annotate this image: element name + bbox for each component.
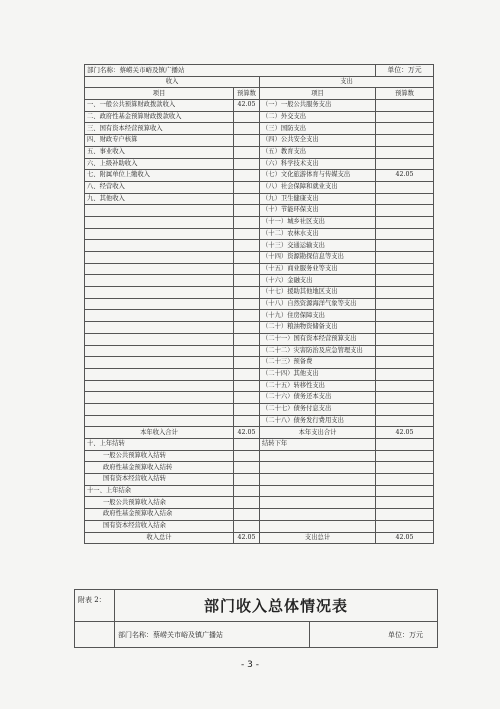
income-item-header: 项目 xyxy=(85,88,234,100)
table-row xyxy=(85,146,434,158)
income-item xyxy=(85,357,234,369)
carry-income-value xyxy=(234,485,260,497)
page-number: - 3 - xyxy=(241,660,259,670)
grand-income-label: 收入总计 xyxy=(85,532,234,544)
income-value xyxy=(234,392,260,404)
expense-budget-header: 预算数 xyxy=(376,88,434,100)
table-row xyxy=(85,380,434,392)
expense-item: （十四）资源勘探信息等支出 xyxy=(260,252,376,264)
expense-value xyxy=(376,240,434,252)
carry-income-value xyxy=(234,520,260,532)
income-value xyxy=(234,287,260,299)
expense-item: （二十五）转移性支出 xyxy=(260,380,376,392)
expense-value xyxy=(376,345,434,357)
carry-income-value xyxy=(234,474,260,486)
expense-item: （四）公共安全支出 xyxy=(260,135,376,147)
table-row xyxy=(85,252,434,264)
total-income-label: 本年收入合计 xyxy=(85,427,234,439)
income-value xyxy=(234,123,260,135)
income-value xyxy=(234,170,260,182)
expense-value xyxy=(376,287,434,299)
income-item xyxy=(85,415,234,427)
attachment-dept-row xyxy=(75,622,438,648)
income-value xyxy=(234,228,260,240)
expense-item: （二十）粮油物资储备支出 xyxy=(260,322,376,334)
grand-income-value: 42.05 xyxy=(234,532,260,544)
attachment-title-row xyxy=(75,590,438,622)
expense-item: （二十六）债务还本支出 xyxy=(260,392,376,404)
carry-row xyxy=(85,485,434,497)
carry-row xyxy=(85,474,434,486)
expense-value xyxy=(376,228,434,240)
income-item xyxy=(85,392,234,404)
expense-value xyxy=(376,216,434,228)
total-row xyxy=(85,427,434,439)
income-item xyxy=(85,240,234,252)
income-item: 六、上级补助收入 xyxy=(85,158,234,170)
expense-item: （十五）商业服务业等支出 xyxy=(260,263,376,275)
income-item: 三、国有资本经营预算收入 xyxy=(85,123,234,135)
income-value xyxy=(234,181,260,193)
income-value: 42.05 xyxy=(234,100,260,112)
income-header: 收入 xyxy=(85,76,260,88)
total-income-value: 42.05 xyxy=(234,427,260,439)
income-value xyxy=(234,135,260,147)
income-value xyxy=(234,322,260,334)
carry-expense-item xyxy=(260,462,376,474)
income-item xyxy=(85,228,234,240)
section-header-row xyxy=(85,76,434,88)
income-value xyxy=(234,345,260,357)
income-value xyxy=(234,333,260,345)
income-item xyxy=(85,380,234,392)
expense-item: （十九）住房保障支出 xyxy=(260,310,376,322)
expense-value xyxy=(376,310,434,322)
income-item xyxy=(85,298,234,310)
column-header-row xyxy=(85,88,434,100)
carry-expense-value xyxy=(376,497,434,509)
expense-item: （二十七）债务付息支出 xyxy=(260,403,376,415)
carry-row xyxy=(85,439,434,451)
expense-value xyxy=(376,263,434,275)
carry-income-value xyxy=(234,497,260,509)
expense-item: （五）教育支出 xyxy=(260,146,376,158)
expense-value xyxy=(376,146,434,158)
table-row xyxy=(85,135,434,147)
carry-expense-item xyxy=(260,520,376,532)
income-item xyxy=(85,333,234,345)
table-header-row xyxy=(85,65,434,77)
table-row xyxy=(85,298,434,310)
carry-income-item: 一般公共预算收入结转 xyxy=(85,450,234,462)
expense-item: （十三）交通运输支出 xyxy=(260,240,376,252)
income-item xyxy=(85,287,234,299)
income-item: 八、经营收入 xyxy=(85,181,234,193)
carry-expense-value xyxy=(376,474,434,486)
expense-value xyxy=(376,181,434,193)
expense-item: （七）文化旅游体育与传媒支出 xyxy=(260,170,376,182)
table-row xyxy=(85,415,434,427)
income-value xyxy=(234,310,260,322)
income-item: 五、事业收入 xyxy=(85,146,234,158)
income-item: 二、政府性基金预算财政拨款收入 xyxy=(85,111,234,123)
carry-income-value xyxy=(234,450,260,462)
carry-expense-value xyxy=(376,450,434,462)
expense-value xyxy=(376,193,434,205)
income-item xyxy=(85,205,234,217)
table-row xyxy=(85,357,434,369)
expense-item: （二十八）债务发行费用支出 xyxy=(260,415,376,427)
expense-item: （十一）城乡社区支出 xyxy=(260,216,376,228)
carry-row xyxy=(85,520,434,532)
income-item xyxy=(85,322,234,334)
carry-income-item: 十、上年结转 xyxy=(85,439,234,451)
income-value xyxy=(234,240,260,252)
table-row xyxy=(85,263,434,275)
income-value xyxy=(234,205,260,217)
table-row xyxy=(85,333,434,345)
income-item xyxy=(85,310,234,322)
income-value xyxy=(234,111,260,123)
attachment-title: 部门收入总体情况表 xyxy=(115,590,438,622)
table-row xyxy=(85,193,434,205)
expense-item: （二十四）其他支出 xyxy=(260,368,376,380)
expense-value xyxy=(376,368,434,380)
carry-expense-item xyxy=(260,509,376,521)
expense-value xyxy=(376,205,434,217)
income-value xyxy=(234,403,260,415)
expense-item: （二十二）灾害防治及应急管理支出 xyxy=(260,345,376,357)
income-item xyxy=(85,263,234,275)
table-row xyxy=(85,216,434,228)
carry-expense-item: 结转下年 xyxy=(260,439,376,451)
carry-income-value xyxy=(234,439,260,451)
table-row xyxy=(85,205,434,217)
carry-row xyxy=(85,450,434,462)
table-row xyxy=(85,275,434,287)
income-value xyxy=(234,275,260,287)
income-item xyxy=(85,252,234,264)
expense-value xyxy=(376,100,434,112)
carry-expense-item xyxy=(260,474,376,486)
carry-income-value xyxy=(234,509,260,521)
total-expense-label: 本年支出合计 xyxy=(260,427,376,439)
total-expense-value: 42.05 xyxy=(376,427,434,439)
table-row xyxy=(85,392,434,404)
expense-value xyxy=(376,111,434,123)
attachment-table xyxy=(74,589,438,648)
income-item xyxy=(85,403,234,415)
expense-value xyxy=(376,252,434,264)
table-row xyxy=(85,287,434,299)
attachment-spacer xyxy=(75,622,115,648)
carry-income-item: 政府性基金预算收入结余 xyxy=(85,509,234,521)
income-item xyxy=(85,275,234,287)
expense-item: （二）外交支出 xyxy=(260,111,376,123)
attachment-unit-label: 单位：万元 xyxy=(310,622,438,648)
income-value xyxy=(234,216,260,228)
expense-value xyxy=(376,392,434,404)
expense-value xyxy=(376,158,434,170)
carry-expense-value xyxy=(376,462,434,474)
carry-row xyxy=(85,497,434,509)
table-row xyxy=(85,181,434,193)
expense-value xyxy=(376,123,434,135)
expense-header: 支出 xyxy=(260,76,434,88)
income-item: 一、一般公共预算财政拨款收入 xyxy=(85,100,234,112)
carry-expense-value xyxy=(376,509,434,521)
carry-income-item: 十一、上年结余 xyxy=(85,485,234,497)
table-row xyxy=(85,123,434,135)
income-item xyxy=(85,368,234,380)
attachment-dept-name: 部门名称：蔡崂关市峪及镇广播站 xyxy=(115,622,310,648)
carry-expense-item xyxy=(260,485,376,497)
expense-item: （十七）援助其他地区支出 xyxy=(260,287,376,299)
income-value xyxy=(234,298,260,310)
carry-income-item: 国有资本经营收入结余 xyxy=(85,520,234,532)
expense-value: 42.05 xyxy=(376,170,434,182)
income-value xyxy=(234,158,260,170)
expense-value xyxy=(376,298,434,310)
income-value xyxy=(234,263,260,275)
expense-value xyxy=(376,380,434,392)
table-row xyxy=(85,403,434,415)
expense-value xyxy=(376,322,434,334)
carry-expense-value xyxy=(376,439,434,451)
expense-item: （二十一）国有资本经营预算支出 xyxy=(260,333,376,345)
attachment-label: 附表 2： xyxy=(75,590,115,622)
income-item: 九、其他收入 xyxy=(85,193,234,205)
dept-name: 部门名称：蔡崂关市峪及镇广播站 xyxy=(85,65,376,77)
expense-value xyxy=(376,357,434,369)
expense-value xyxy=(376,333,434,345)
table-row xyxy=(85,170,434,182)
expense-value xyxy=(376,415,434,427)
income-value xyxy=(234,146,260,158)
income-value xyxy=(234,415,260,427)
income-item: 七、附属单位上缴收入 xyxy=(85,170,234,182)
expense-item: （八）社会保障和就业支出 xyxy=(260,181,376,193)
expense-item: （一）一般公共服务支出 xyxy=(260,100,376,112)
expense-item: （十二）农林水支出 xyxy=(260,228,376,240)
carry-row xyxy=(85,462,434,474)
expense-item: （六）科学技术支出 xyxy=(260,158,376,170)
carry-income-item: 政府性基金预算收入结转 xyxy=(85,462,234,474)
carry-expense-value xyxy=(376,520,434,532)
expense-item: （二十三）预备费 xyxy=(260,357,376,369)
table-row xyxy=(85,111,434,123)
income-item xyxy=(85,216,234,228)
income-budget-header: 预算数 xyxy=(234,88,260,100)
expense-value xyxy=(376,403,434,415)
income-value xyxy=(234,193,260,205)
budget-table xyxy=(84,64,434,544)
table-row xyxy=(85,345,434,357)
carry-expense-item xyxy=(260,450,376,462)
carry-income-value xyxy=(234,462,260,474)
expense-item: （三）国防支出 xyxy=(260,123,376,135)
expense-item: （九）卫生健康支出 xyxy=(260,193,376,205)
carry-row xyxy=(85,509,434,521)
income-item: 四、财政专户核算 xyxy=(85,135,234,147)
expense-item: （十八）自然资源海洋气象等支出 xyxy=(260,298,376,310)
table-row xyxy=(85,310,434,322)
expense-value xyxy=(376,135,434,147)
income-value xyxy=(234,368,260,380)
table-row xyxy=(85,368,434,380)
expense-item: （十）节能环保支出 xyxy=(260,205,376,217)
income-value xyxy=(234,252,260,264)
expense-item: （十六）金融支出 xyxy=(260,275,376,287)
table-row xyxy=(85,228,434,240)
expense-value xyxy=(376,275,434,287)
expense-item-header: 项目 xyxy=(260,88,376,100)
table-row xyxy=(85,100,434,112)
carry-income-item: 国有资本经营收入结转 xyxy=(85,474,234,486)
table-row xyxy=(85,240,434,252)
table-row xyxy=(85,322,434,334)
carry-income-item: 一般公共预算收入结余 xyxy=(85,497,234,509)
income-item xyxy=(85,345,234,357)
grand-total-row xyxy=(85,532,434,544)
grand-expense-label: 支出总计 xyxy=(260,532,376,544)
carry-expense-value xyxy=(376,485,434,497)
unit-label: 单位：万元 xyxy=(376,65,434,77)
carry-expense-item xyxy=(260,497,376,509)
table-row xyxy=(85,158,434,170)
income-value xyxy=(234,357,260,369)
grand-expense-value: 42.05 xyxy=(376,532,434,544)
income-value xyxy=(234,380,260,392)
